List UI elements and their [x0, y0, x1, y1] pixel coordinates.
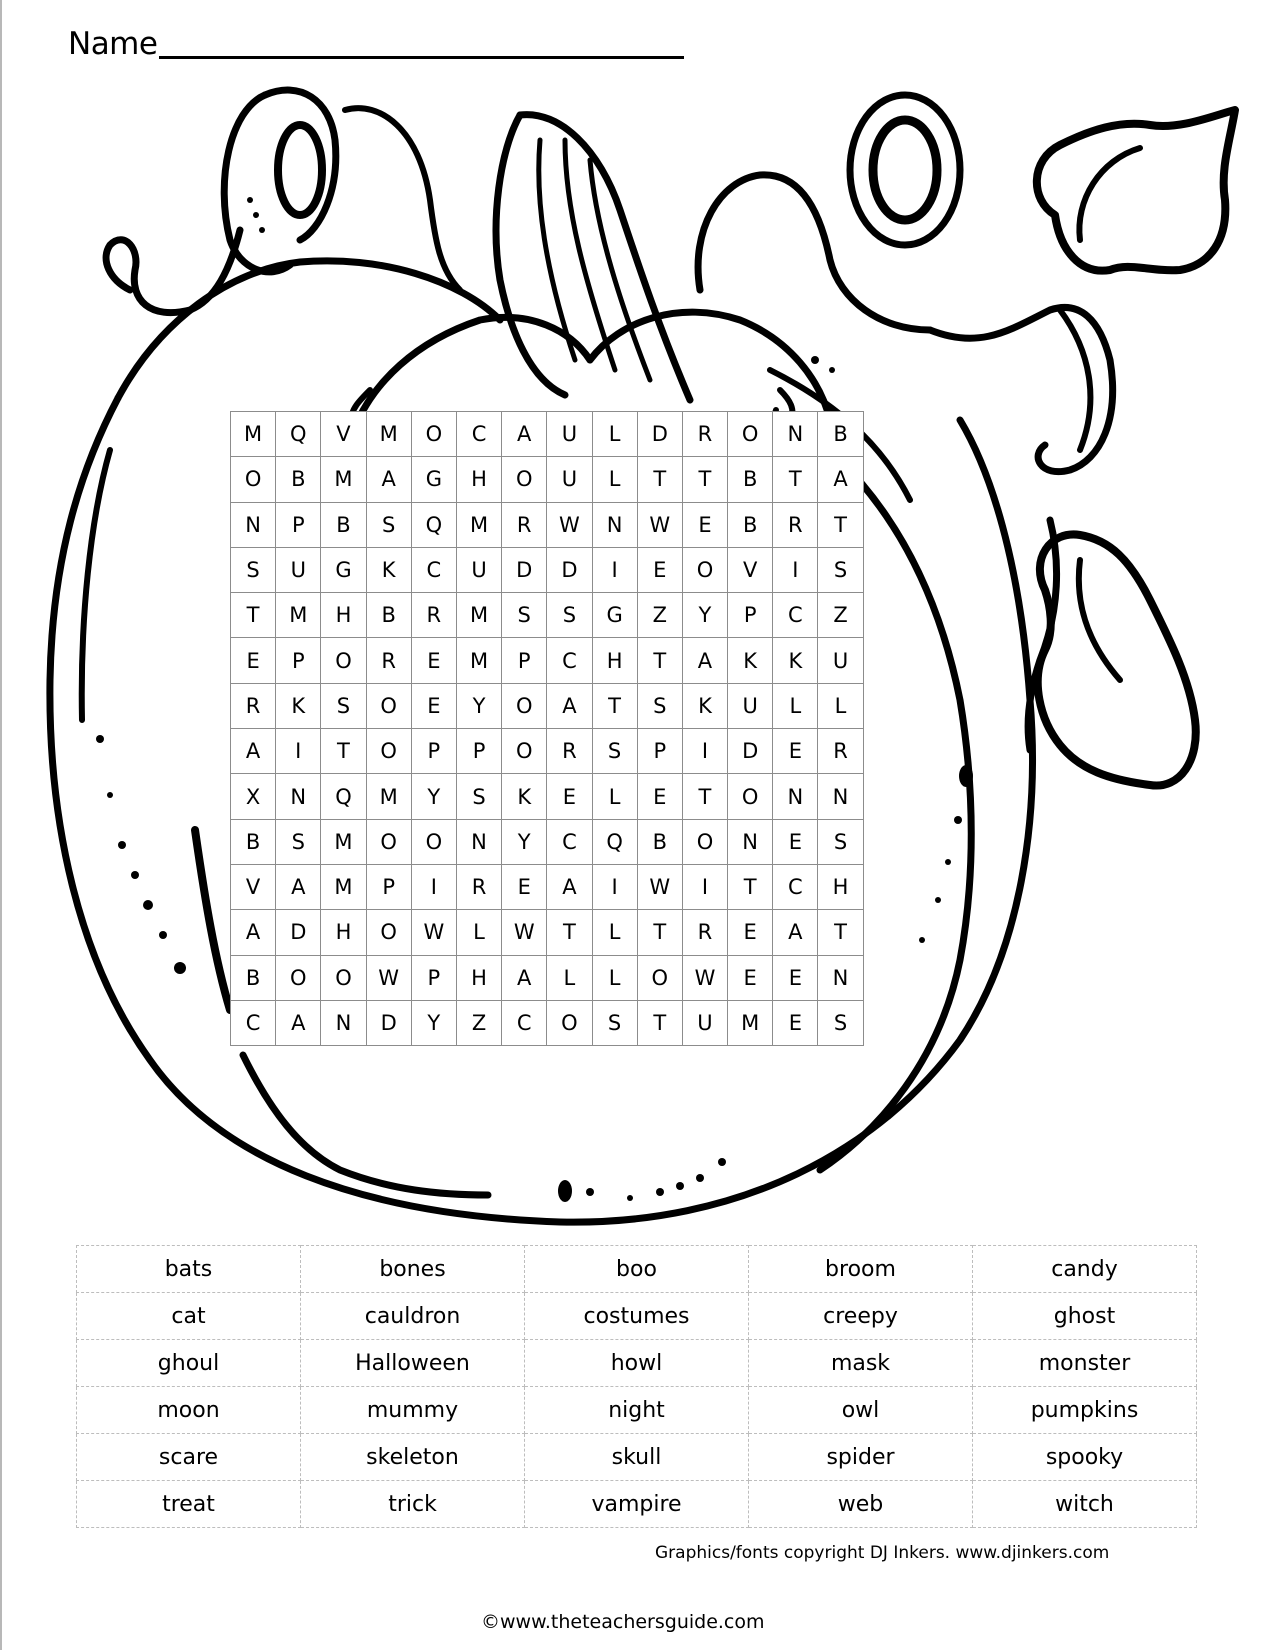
grid-cell[interactable]: E — [773, 955, 818, 1000]
grid-cell[interactable]: R — [682, 412, 727, 457]
grid-cell[interactable]: S — [637, 683, 682, 728]
grid-cell[interactable]: Z — [456, 1000, 501, 1045]
grid-cell[interactable]: I — [773, 547, 818, 592]
grid-cell[interactable]: C — [502, 1000, 547, 1045]
grid-cell[interactable]: K — [366, 547, 411, 592]
grid-cell[interactable]: E — [773, 729, 818, 774]
grid-cell[interactable]: W — [411, 910, 456, 955]
word-list-item: Halloween — [301, 1340, 525, 1387]
grid-cell[interactable]: O — [321, 955, 366, 1000]
grid-cell[interactable]: O — [728, 412, 773, 457]
grid-cell[interactable]: C — [547, 819, 592, 864]
name-label: Name — [68, 26, 158, 62]
grid-cell[interactable]: K — [276, 683, 321, 728]
grid-cell[interactable]: O — [276, 955, 321, 1000]
word-list-item: owl — [749, 1387, 973, 1434]
grid-cell[interactable]: S — [502, 593, 547, 638]
grid-cell[interactable]: M — [456, 502, 501, 547]
grid-cell[interactable]: M — [456, 638, 501, 683]
grid-row — [231, 412, 864, 457]
grid-cell[interactable]: T — [637, 1000, 682, 1045]
grid-cell[interactable]: K — [502, 774, 547, 819]
word-list-item: night — [525, 1387, 749, 1434]
grid-cell[interactable]: X — [231, 774, 276, 819]
grid-cell[interactable]: H — [321, 593, 366, 638]
grid-cell[interactable]: O — [502, 683, 547, 728]
grid-cell[interactable]: Y — [411, 1000, 456, 1045]
word-list-item: vampire — [525, 1481, 749, 1528]
grid-row — [231, 547, 864, 592]
word-list-table — [76, 1245, 1197, 1528]
grid-cell[interactable]: E — [547, 774, 592, 819]
grid-cell[interactable]: C — [231, 1000, 276, 1045]
grid-cell[interactable]: O — [547, 1000, 592, 1045]
grid-cell[interactable]: N — [276, 774, 321, 819]
grid-cell[interactable]: P — [728, 593, 773, 638]
grid-cell[interactable]: M — [456, 593, 501, 638]
grid-cell[interactable]: L — [773, 683, 818, 728]
grid-cell[interactable]: T — [728, 864, 773, 909]
grid-cell[interactable]: M — [321, 864, 366, 909]
word-list-item: creepy — [749, 1293, 973, 1340]
grid-cell[interactable]: E — [728, 910, 773, 955]
grid-cell[interactable]: R — [818, 729, 863, 774]
grid-cell[interactable]: Z — [637, 593, 682, 638]
word-list-item: web — [749, 1481, 973, 1528]
grid-cell[interactable]: G — [411, 457, 456, 502]
grid-cell[interactable]: S — [818, 1000, 863, 1045]
grid-cell[interactable]: O — [637, 955, 682, 1000]
word-list-item: skull — [525, 1434, 749, 1481]
grid-row — [231, 638, 864, 683]
grid-cell[interactable]: E — [773, 1000, 818, 1045]
grid-cell[interactable]: A — [773, 910, 818, 955]
grid-cell[interactable]: P — [637, 729, 682, 774]
grid-cell[interactable]: O — [321, 638, 366, 683]
grid-cell[interactable]: M — [366, 412, 411, 457]
grid-cell[interactable]: Q — [592, 819, 637, 864]
grid-cell[interactable]: A — [502, 412, 547, 457]
grid-cell[interactable]: S — [818, 547, 863, 592]
grid-cell[interactable]: D — [366, 1000, 411, 1045]
word-list-item: mask — [749, 1340, 973, 1387]
grid-cell[interactable]: B — [818, 412, 863, 457]
grid-cell[interactable]: S — [592, 1000, 637, 1045]
grid-cell[interactable]: G — [321, 547, 366, 592]
grid-cell[interactable]: U — [818, 638, 863, 683]
grid-cell[interactable]: A — [682, 638, 727, 683]
grid-cell[interactable]: Y — [456, 683, 501, 728]
grid-cell[interactable]: H — [321, 910, 366, 955]
grid-cell[interactable]: Q — [321, 774, 366, 819]
grid-cell[interactable]: D — [637, 412, 682, 457]
grid-cell[interactable]: C — [547, 638, 592, 683]
grid-cell[interactable]: P — [276, 502, 321, 547]
grid-cell[interactable]: H — [592, 638, 637, 683]
word-list-item: ghost — [973, 1293, 1197, 1340]
grid-cell[interactable]: V — [728, 547, 773, 592]
grid-cell[interactable]: B — [231, 819, 276, 864]
grid-cell[interactable]: L — [547, 955, 592, 1000]
grid-cell[interactable]: S — [547, 593, 592, 638]
grid-cell[interactable]: Q — [276, 412, 321, 457]
grid-cell[interactable]: O — [366, 910, 411, 955]
grid-cell[interactable]: T — [637, 638, 682, 683]
word-list-row — [77, 1434, 1197, 1481]
grid-cell[interactable]: A — [502, 955, 547, 1000]
grid-cell[interactable]: T — [773, 457, 818, 502]
grid-cell[interactable]: U — [682, 1000, 727, 1045]
grid-row — [231, 1000, 864, 1045]
word-list-item: bats — [77, 1246, 301, 1293]
grid-row — [231, 593, 864, 638]
grid-cell[interactable]: E — [411, 638, 456, 683]
grid-cell[interactable]: L — [592, 412, 637, 457]
grid-cell[interactable]: I — [682, 864, 727, 909]
grid-cell[interactable]: L — [592, 955, 637, 1000]
grid-row — [231, 955, 864, 1000]
word-list-item: moon — [77, 1387, 301, 1434]
grid-cell[interactable]: N — [231, 502, 276, 547]
grid-cell[interactable]: C — [773, 593, 818, 638]
grid-cell[interactable]: S — [818, 819, 863, 864]
word-list-row — [77, 1481, 1197, 1528]
grid-cell[interactable]: Y — [682, 593, 727, 638]
grid-cell[interactable]: N — [773, 774, 818, 819]
grid-cell[interactable]: B — [728, 502, 773, 547]
grid-cell[interactable]: U — [456, 547, 501, 592]
grid-cell[interactable]: B — [637, 819, 682, 864]
grid-cell[interactable]: A — [547, 683, 592, 728]
grid-cell[interactable]: W — [637, 864, 682, 909]
grid-cell[interactable]: K — [728, 638, 773, 683]
grid-row — [231, 819, 864, 864]
grid-cell[interactable]: N — [592, 502, 637, 547]
word-list-row — [77, 1340, 1197, 1387]
word-list-item: monster — [973, 1340, 1197, 1387]
grid-cell[interactable]: I — [592, 547, 637, 592]
grid-cell[interactable]: O — [728, 774, 773, 819]
word-list-item: cat — [77, 1293, 301, 1340]
grid-cell[interactable]: N — [818, 774, 863, 819]
grid-cell[interactable]: C — [411, 547, 456, 592]
grid-cell[interactable]: E — [728, 955, 773, 1000]
word-list-item: howl — [525, 1340, 749, 1387]
grid-cell[interactable]: K — [773, 638, 818, 683]
grid-cell[interactable]: I — [682, 729, 727, 774]
grid-cell[interactable]: S — [456, 774, 501, 819]
grid-cell[interactable]: V — [321, 412, 366, 457]
grid-cell[interactable]: Y — [502, 819, 547, 864]
grid-cell[interactable]: B — [231, 955, 276, 1000]
grid-cell[interactable]: H — [456, 457, 501, 502]
grid-cell[interactable]: T — [818, 910, 863, 955]
grid-cell[interactable]: W — [547, 502, 592, 547]
grid-row — [231, 774, 864, 819]
grid-cell[interactable]: A — [547, 864, 592, 909]
grid-cell[interactable]: N — [456, 819, 501, 864]
grid-cell[interactable]: U — [728, 683, 773, 728]
grid-cell[interactable]: C — [456, 412, 501, 457]
grid-cell[interactable]: W — [502, 910, 547, 955]
grid-cell[interactable]: L — [592, 774, 637, 819]
grid-cell[interactable]: E — [231, 638, 276, 683]
word-list-item: cauldron — [301, 1293, 525, 1340]
grid-cell[interactable]: W — [682, 955, 727, 1000]
grid-cell[interactable]: R — [773, 502, 818, 547]
grid-cell[interactable]: M — [321, 819, 366, 864]
word-list-item: bones — [301, 1246, 525, 1293]
grid-cell[interactable]: T — [637, 910, 682, 955]
grid-cell[interactable]: N — [728, 819, 773, 864]
grid-row — [231, 729, 864, 774]
grid-cell[interactable]: Y — [411, 774, 456, 819]
grid-cell[interactable]: T — [592, 683, 637, 728]
grid-cell[interactable]: R — [231, 683, 276, 728]
grid-cell[interactable]: P — [276, 638, 321, 683]
grid-cell[interactable]: P — [411, 729, 456, 774]
grid-cell[interactable]: O — [411, 412, 456, 457]
grid-cell[interactable]: P — [366, 864, 411, 909]
word-list-item: scare — [77, 1434, 301, 1481]
grid-cell[interactable]: O — [502, 729, 547, 774]
graphics-credit: Graphics/fonts copyright DJ Inkers. www.djinkers.com — [655, 1543, 1110, 1563]
grid-cell[interactable]: B — [321, 502, 366, 547]
grid-cell[interactable]: E — [411, 683, 456, 728]
word-list-item: pumpkins — [973, 1387, 1197, 1434]
grid-cell[interactable]: D — [547, 547, 592, 592]
grid-row — [231, 910, 864, 955]
grid-cell[interactable]: W — [366, 955, 411, 1000]
grid-cell[interactable]: O — [366, 819, 411, 864]
grid-row — [231, 457, 864, 502]
grid-cell[interactable]: M — [276, 593, 321, 638]
grid-cell[interactable]: R — [456, 864, 501, 909]
grid-cell[interactable]: R — [411, 593, 456, 638]
grid-cell[interactable]: M — [231, 412, 276, 457]
grid-cell[interactable]: O — [682, 547, 727, 592]
grid-cell[interactable]: T — [321, 729, 366, 774]
grid-cell[interactable]: O — [502, 457, 547, 502]
grid-cell[interactable]: S — [276, 819, 321, 864]
grid-cell[interactable]: A — [818, 457, 863, 502]
site-copyright: ©www.theteachersguide.com — [481, 1611, 765, 1633]
grid-cell[interactable]: I — [411, 864, 456, 909]
grid-cell[interactable]: B — [276, 457, 321, 502]
grid-cell[interactable]: B — [366, 593, 411, 638]
grid-cell[interactable]: O — [231, 457, 276, 502]
word-list-item: boo — [525, 1246, 749, 1293]
grid-cell[interactable]: T — [637, 457, 682, 502]
grid-cell[interactable]: T — [231, 593, 276, 638]
grid-cell[interactable]: O — [366, 683, 411, 728]
grid-cell[interactable]: R — [366, 638, 411, 683]
grid-cell[interactable]: E — [773, 819, 818, 864]
grid-cell[interactable]: N — [321, 1000, 366, 1045]
grid-cell[interactable]: E — [637, 774, 682, 819]
grid-cell[interactable]: S — [366, 502, 411, 547]
word-list-item: costumes — [525, 1293, 749, 1340]
grid-cell[interactable]: T — [818, 502, 863, 547]
grid-cell[interactable]: D — [728, 729, 773, 774]
word-list-item: spider — [749, 1434, 973, 1481]
grid-row — [231, 502, 864, 547]
grid-cell[interactable]: R — [682, 910, 727, 955]
grid-cell[interactable]: E — [502, 864, 547, 909]
grid-cell[interactable]: K — [682, 683, 727, 728]
grid-cell[interactable]: O — [366, 729, 411, 774]
grid-cell[interactable]: E — [637, 547, 682, 592]
grid-cell[interactable]: N — [773, 412, 818, 457]
grid-cell[interactable]: U — [276, 547, 321, 592]
grid-cell[interactable]: H — [456, 955, 501, 1000]
grid-cell[interactable]: D — [502, 547, 547, 592]
grid-cell[interactable]: T — [682, 774, 727, 819]
grid-cell[interactable]: Z — [818, 593, 863, 638]
grid-cell[interactable]: I — [592, 864, 637, 909]
grid-cell[interactable]: P — [502, 638, 547, 683]
word-list-item: spooky — [973, 1434, 1197, 1481]
grid-cell[interactable]: E — [682, 502, 727, 547]
grid-cell[interactable]: P — [411, 955, 456, 1000]
grid-cell[interactable]: S — [592, 729, 637, 774]
word-list-item: witch — [973, 1481, 1197, 1528]
grid-cell[interactable]: M — [728, 1000, 773, 1045]
grid-cell[interactable]: V — [231, 864, 276, 909]
grid-cell[interactable]: U — [547, 412, 592, 457]
word-list-item: broom — [749, 1246, 973, 1293]
grid-cell[interactable]: O — [682, 819, 727, 864]
grid-cell[interactable]: L — [592, 910, 637, 955]
grid-cell[interactable]: S — [321, 683, 366, 728]
grid-cell[interactable]: C — [773, 864, 818, 909]
grid-cell[interactable]: Q — [411, 502, 456, 547]
grid-cell[interactable]: H — [818, 864, 863, 909]
grid-row — [231, 864, 864, 909]
word-list-row — [77, 1387, 1197, 1434]
word-list-row — [77, 1293, 1197, 1340]
grid-cell[interactable]: N — [818, 955, 863, 1000]
word-list-item: candy — [973, 1246, 1197, 1293]
grid-cell[interactable]: B — [728, 457, 773, 502]
word-list-item: trick — [301, 1481, 525, 1528]
grid-cell[interactable]: L — [456, 910, 501, 955]
grid-cell[interactable]: I — [276, 729, 321, 774]
grid-cell[interactable]: L — [592, 457, 637, 502]
grid-cell[interactable]: A — [366, 457, 411, 502]
grid-cell[interactable]: G — [592, 593, 637, 638]
word-search-grid — [230, 411, 864, 1046]
word-list-item: mummy — [301, 1387, 525, 1434]
grid-row — [231, 683, 864, 728]
grid-cell[interactable]: P — [456, 729, 501, 774]
grid-cell[interactable]: R — [547, 729, 592, 774]
grid-cell[interactable]: A — [276, 864, 321, 909]
word-list-item: treat — [77, 1481, 301, 1528]
word-list-row — [77, 1246, 1197, 1293]
grid-cell[interactable]: R — [502, 502, 547, 547]
word-list-item: ghoul — [77, 1340, 301, 1387]
grid-cell[interactable]: A — [231, 910, 276, 955]
grid-cell[interactable]: M — [366, 774, 411, 819]
grid-cell[interactable]: U — [547, 457, 592, 502]
grid-cell[interactable]: A — [276, 1000, 321, 1045]
word-list-item: skeleton — [301, 1434, 525, 1481]
grid-cell[interactable]: W — [637, 502, 682, 547]
grid-cell[interactable]: T — [682, 457, 727, 502]
grid-cell[interactable]: S — [231, 547, 276, 592]
grid-cell[interactable]: T — [547, 910, 592, 955]
grid-cell[interactable]: O — [411, 819, 456, 864]
grid-cell[interactable]: L — [818, 683, 863, 728]
grid-cell[interactable]: M — [321, 457, 366, 502]
grid-cell[interactable]: A — [231, 729, 276, 774]
grid-cell[interactable]: D — [276, 910, 321, 955]
